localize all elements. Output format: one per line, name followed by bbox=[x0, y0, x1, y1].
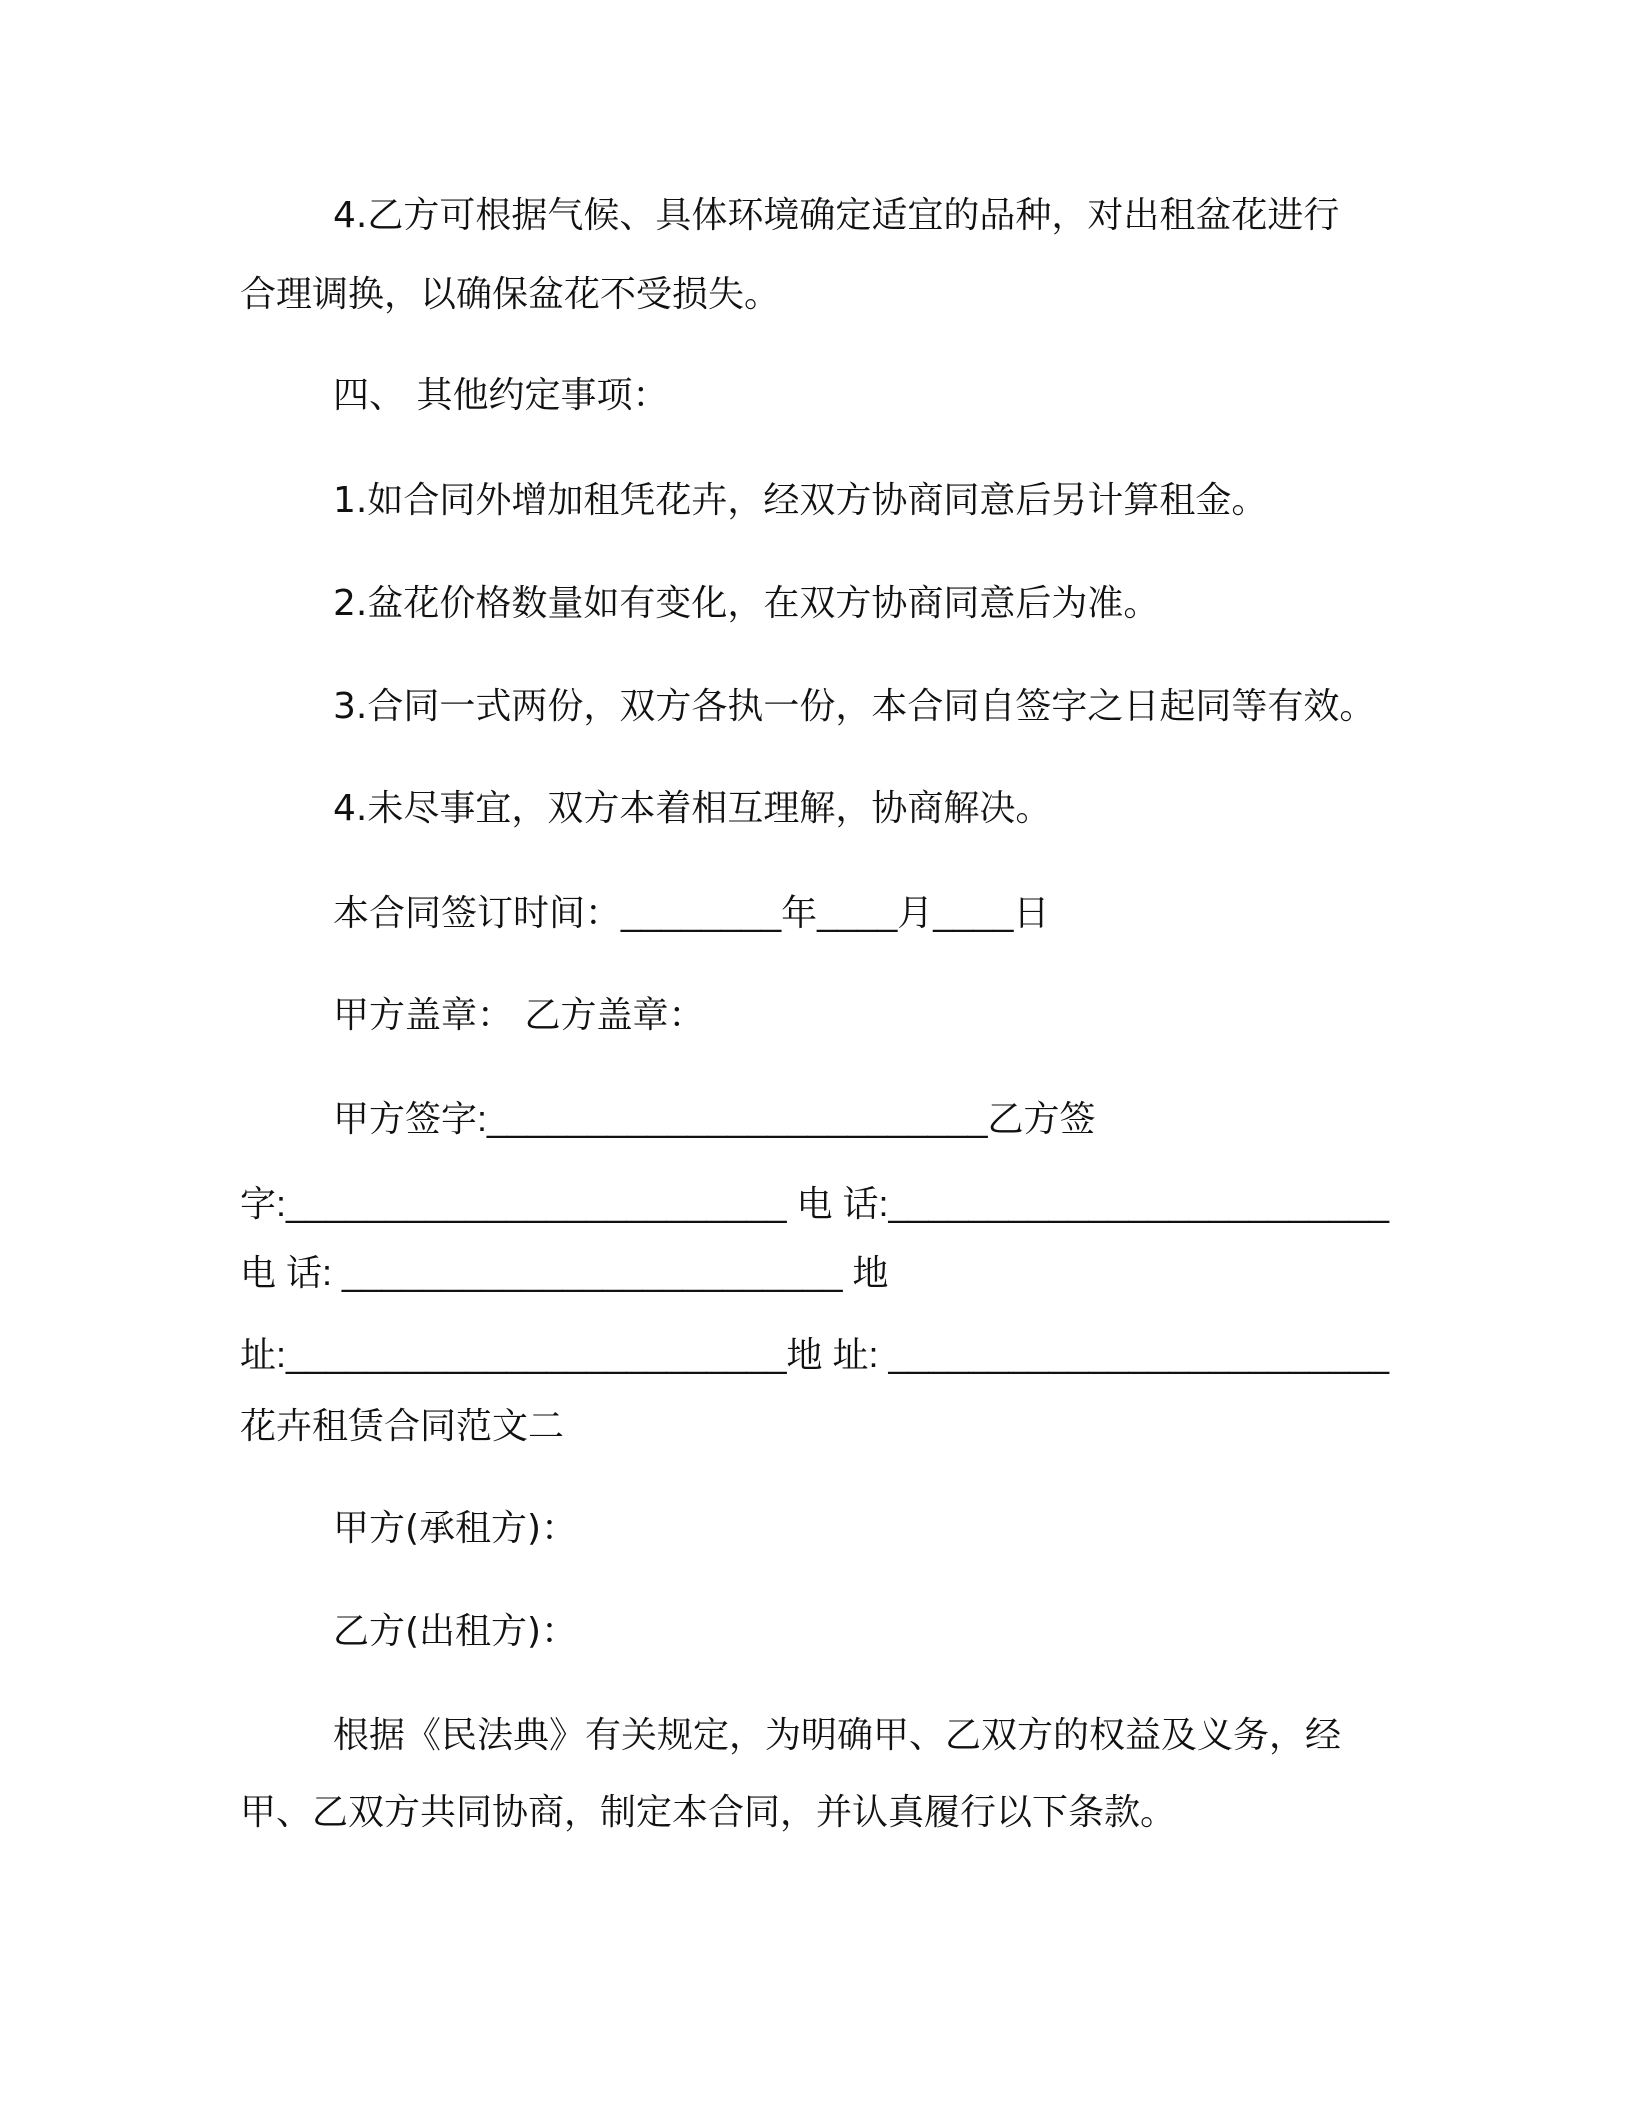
party-a-signature-field: 甲方签字:_________________________乙方签 bbox=[333, 1098, 1096, 1139]
party-a-lessee-label: 甲方(承租方)： bbox=[333, 1508, 578, 1549]
section-heading-other-terms: 四、 其他约定事项： bbox=[333, 375, 669, 416]
clause-3-4-text: 4.乙方可根据气候、具体环境确定适宜的品种，对出租盆花进行 bbox=[333, 195, 1340, 236]
seal-labels: 甲方盖章： 乙方盖章： bbox=[333, 995, 705, 1036]
address-field: 址:_________________________地 址: _________________________ bbox=[240, 1334, 1390, 1375]
contract-sample-two-title: 花卉租赁合同范文二 bbox=[240, 1406, 565, 1447]
clause-4-1-text: 1.如合同外增加租凭花卉，经双方协商同意后另计算租金。 bbox=[333, 480, 1268, 521]
clause-4-3-text: 3.合同一式两份，双方各执一份，本合同自签字之日起同等有效。 bbox=[333, 686, 1376, 727]
party-b-signature-phone-field: 字:_________________________ 电 话:_________________________ bbox=[240, 1183, 1390, 1224]
signing-date-field: 本合同签订时间：________年____月____日 bbox=[333, 892, 1050, 933]
phone-address-field: 电 话: _________________________ 地 bbox=[240, 1252, 889, 1293]
preamble-text: 根据《民法典》有关规定，为明确甲、乙双方的权益及义务，经 bbox=[333, 1715, 1342, 1756]
preamble-text-cont: 甲、乙双方共同协商，制定本合同，并认真履行以下条款。 bbox=[240, 1792, 1177, 1833]
clause-4-4-text: 4.未尽事宜，双方本着相互理解，协商解决。 bbox=[333, 788, 1052, 829]
clause-3-4-text-cont: 合理调换，以确保盆花不受损失。 bbox=[240, 274, 781, 315]
party-b-lessor-label: 乙方(出租方)： bbox=[333, 1611, 578, 1652]
clause-4-2-text: 2.盆花价格数量如有变化，在双方协商同意后为准。 bbox=[333, 583, 1160, 624]
